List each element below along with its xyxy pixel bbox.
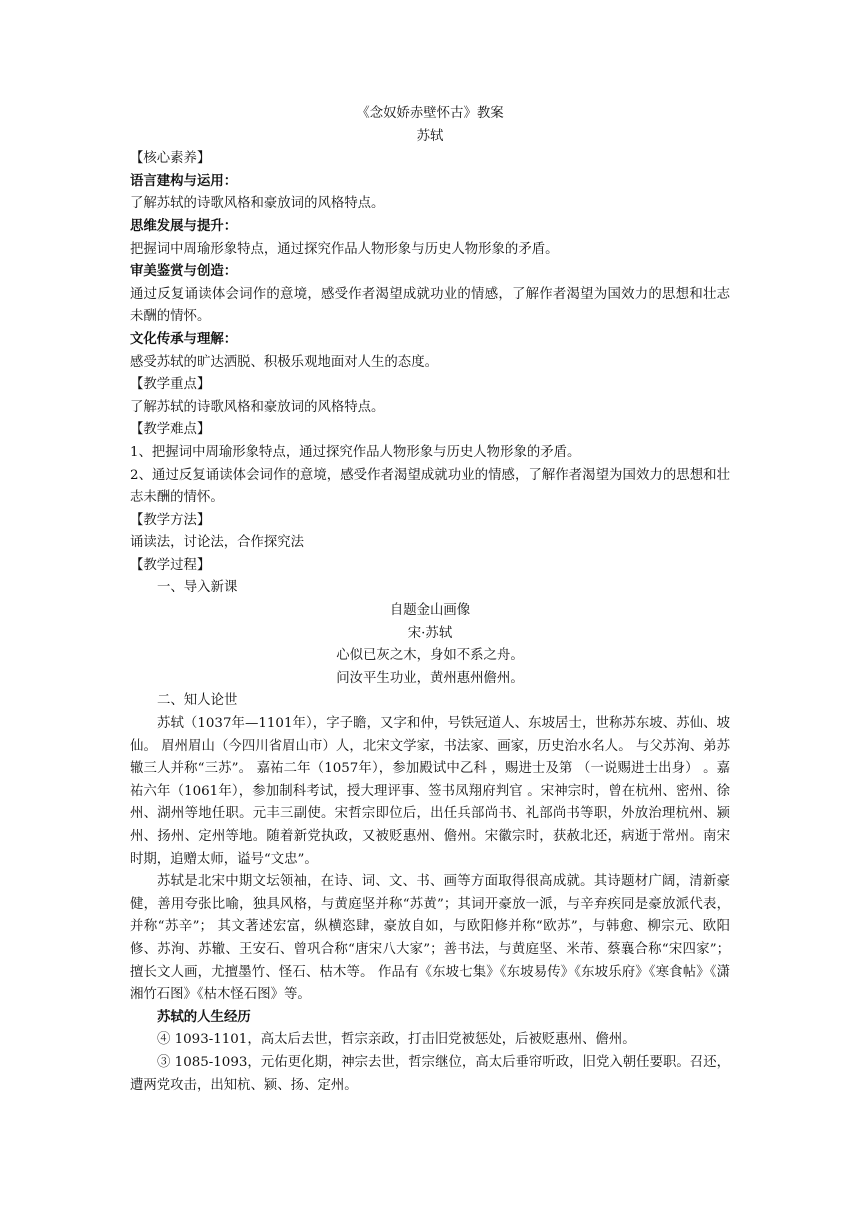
heading-aesthetic: 审美鉴赏与创造： xyxy=(130,264,238,280)
difficulty-item-1: 1、把握词中周瑜形象特点，通过探究作品人物形象与历史人物形象的矛盾。 xyxy=(130,444,581,460)
biography-paragraph-2: 苏轼是北宋中期文坛领袖，在诗、词、文、书、画等方面取得很高成就。其诗题材广阔，清新豪健，善用夸张比喻，独具风格，与黄庭坚并称“苏黄”；其词开豪放一派，与辛弃疾同是豪放派代表，并称“苏辛”； 其文著述宏富，纵横恣肆，豪放自如，与欧阳修并称“欧苏”，与韩愈、柳宗元、欧阳修、苏洵、苏辙、王安石、曾巩合称“唐宋八大家”；善书法，与黄庭坚、米芾、蔡襄合称“宋四家”；擅长文人画，尤擅墨竹、怪石、枯木等。 作品有《东坡七集》《东坡易传》《东坡乐府》《寒食帖》《潇湘竹石图》《枯木怪石图》等。 xyxy=(130,874,730,1003)
life-item-4: ④ 1093-1101，高太后去世，哲宗亲政，打击旧党被惩处，后被贬惠州、儋州。 xyxy=(157,1032,636,1048)
text-language: 了解苏轼的诗歌风格和豪放词的风格特点。 xyxy=(130,196,385,212)
section-process: 【教学过程】 xyxy=(130,557,211,573)
difficulty-item-2: 2、通过反复诵读体会词作的意境，感受作者渴望成就功业的情感，了解作者渴望为国效力的思想和壮志未酬的情怀。 xyxy=(130,467,730,506)
heading-culture: 文化传承与理解： xyxy=(130,331,238,347)
poem-title: 自题金山画像 xyxy=(389,603,471,619)
text-culture: 感受苏轼的旷达洒脱、积极乐观地面对人生的态度。 xyxy=(130,354,438,370)
section-methods: 【教学方法】 xyxy=(130,512,211,528)
text-thinking: 把握词中周瑜形象特点，通过探究作品人物形象与历史人物形象的矛盾。 xyxy=(130,241,559,257)
poem-author: 宋·苏轼 xyxy=(407,625,453,641)
heading-thinking: 思维发展与提升： xyxy=(130,218,238,234)
poem-line-2: 问汝平生功业，黄州惠州儋州。 xyxy=(336,670,524,686)
poem-block xyxy=(130,600,730,690)
section-core-literacy: 【核心素养】 xyxy=(130,151,211,167)
biography-paragraph-1: 苏轼（1037年—1101年），字子瞻，又字和仲，号铁冠道人、东坡居士，世称苏东坡、苏仙、坡仙。 眉州眉山（今四川省眉山市）人，北宋文学家，书法家、画家，历史治水名人。 与父苏洵、弟苏辙三人并称“三苏”。 嘉祐二年（1057年），参加殿试中乙科 ，赐进士及第 （一说赐进士出身） 。嘉祐六年（1061年），参加制科考试，授大理评事、签书凤翔府判官 。宋神宗时，曾在杭州、密州、徐州、湖州等地任职。元丰三副使。宋哲宗即位后，出任兵部尚书、礼部尚书等职，外放治理杭州、颍州、扬州、定州等地。随着新党执政，又被贬惠州、儋州。宋徽宗时，获赦北还，病逝于常州。南宋时期，追赠太师，谥号“文忠”。 xyxy=(130,716,730,867)
document-title: 《念奴娇赤壁怀古》教案 xyxy=(356,106,504,121)
text-aesthetic: 通过反复诵读体会词作的意境，感受作者渴望成就功业的情感，了解作者渴望为国效力的思想和壮志未酬的情怀。 xyxy=(130,286,730,325)
document-page xyxy=(130,103,730,1097)
poem-line-1: 心似已灰之木，身如不系之舟。 xyxy=(336,648,524,664)
text-key-points: 了解苏轼的诗歌风格和豪放词的风格特点。 xyxy=(130,399,385,415)
step-background: 二、知人论世 xyxy=(157,693,238,709)
section-key-points: 【教学重点】 xyxy=(130,377,211,393)
heading-life-experience: 苏轼的人生经历 xyxy=(157,1009,251,1025)
life-item-3: ③ 1085-1093，元佑更化期，神宗去世，哲宗继位，高太后垂帘听政，旧党入朝任要职。召还，遭两党攻击，出知杭、颍、扬、定州。 xyxy=(130,1054,730,1093)
heading-language: 语言建构与运用： xyxy=(130,173,238,189)
text-methods: 诵读法，讨论法，合作探究法 xyxy=(130,535,305,551)
document-author: 苏轼 xyxy=(416,128,444,144)
step-intro: 一、导入新课 xyxy=(157,580,238,596)
section-difficulties: 【教学难点】 xyxy=(130,422,211,438)
